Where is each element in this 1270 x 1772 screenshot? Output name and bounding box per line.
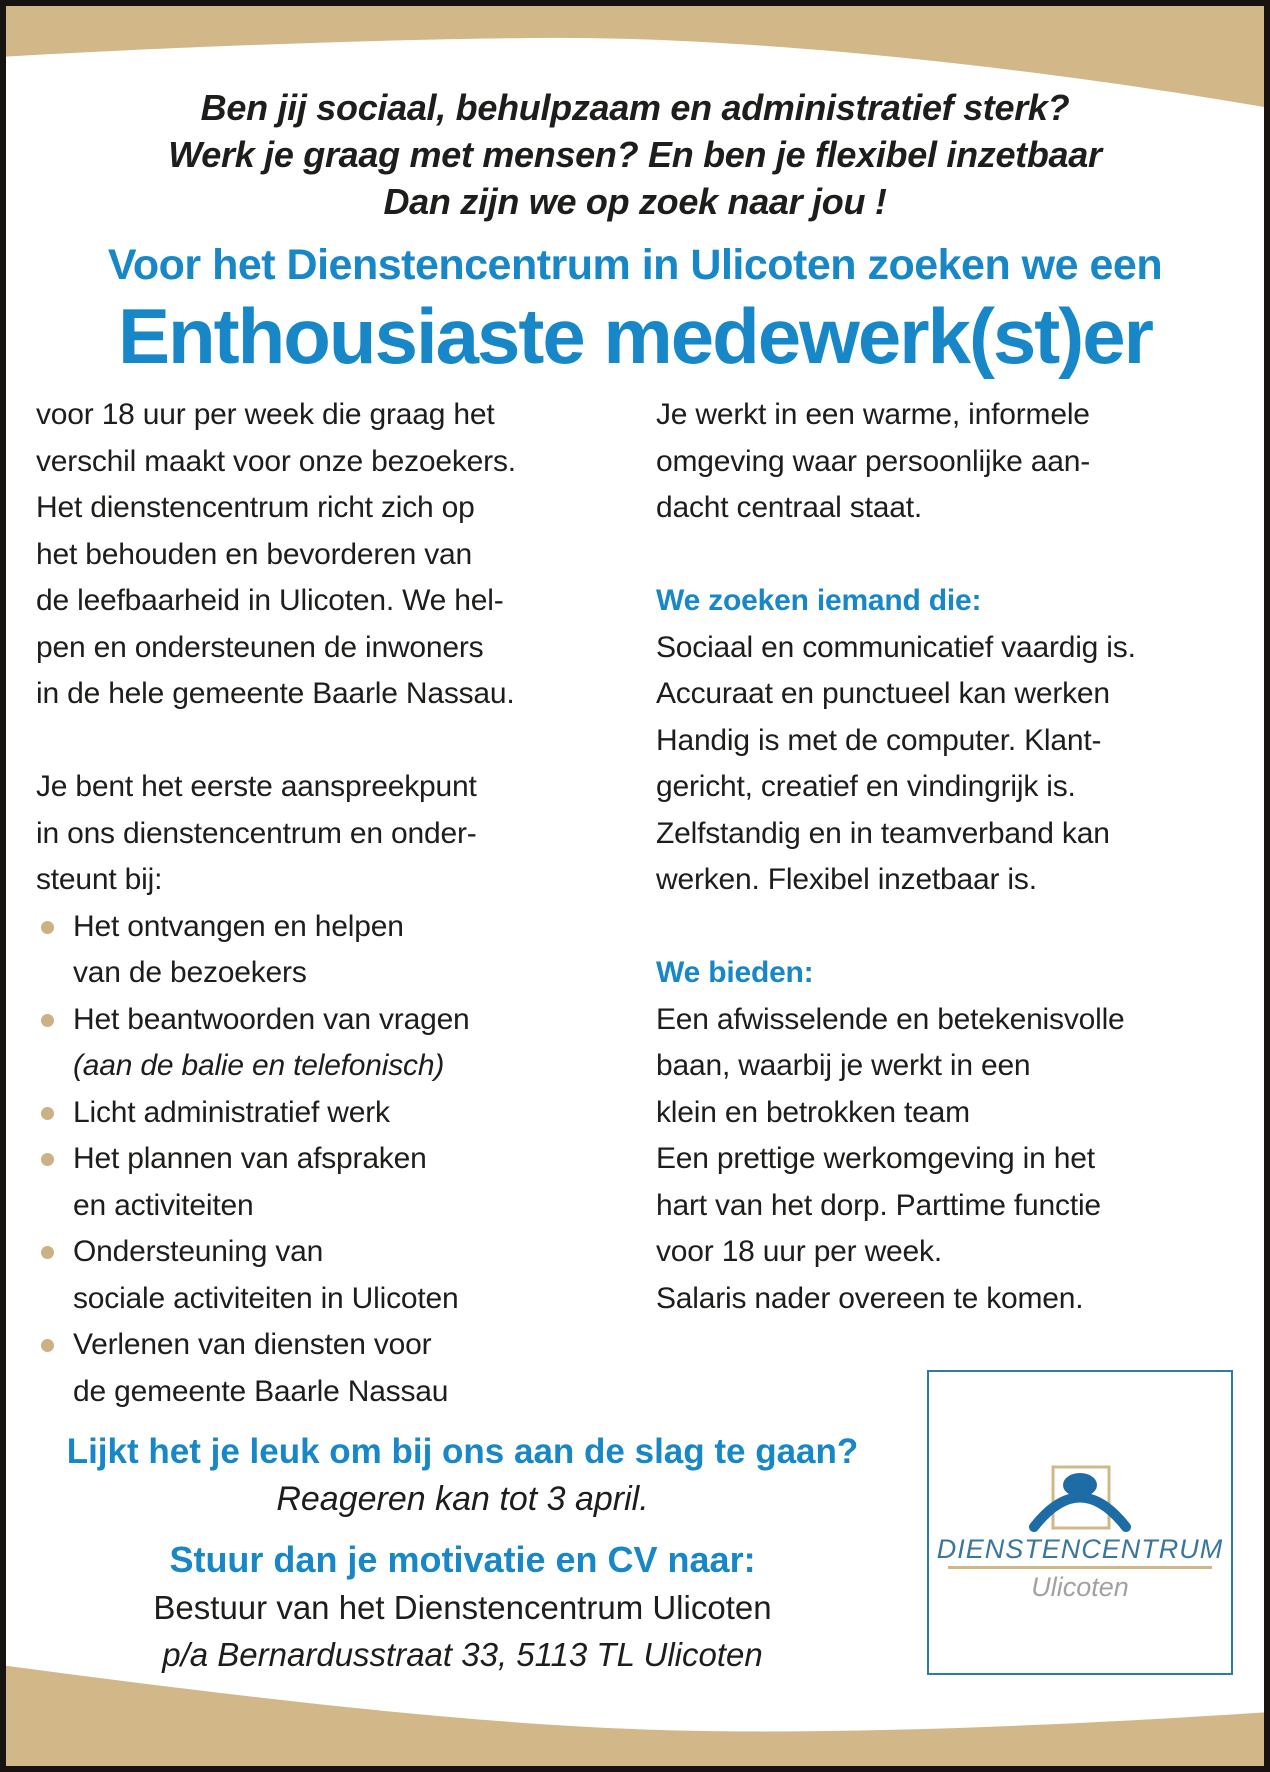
text-line: [36, 578, 626, 625]
text-line: [656, 671, 1231, 718]
text-line: [36, 718, 626, 765]
line-text: Accuraat en punctueel kan werken: [656, 677, 1110, 710]
text-line: [36, 1136, 626, 1183]
text-line: [656, 578, 1231, 625]
logo-underline: [948, 1566, 1212, 1569]
line-text: Het ontvangen en helpen: [73, 909, 404, 943]
text-line: [656, 950, 1231, 997]
line-text: Sociaal en communicatief vaardig is.: [656, 630, 1136, 664]
text-line: [36, 485, 626, 532]
text-line: [656, 392, 1231, 439]
text-line: [656, 1276, 1231, 1323]
text-line: [656, 857, 1231, 904]
bullet-dot: [41, 1014, 54, 1027]
text-line: [36, 857, 626, 904]
line-text: We zoeken iemand die:: [656, 584, 982, 617]
line-text: Verlenen van diensten voor: [73, 1328, 432, 1361]
line-text: verschil maakt voor onze bezoekers.: [36, 444, 516, 478]
bullet-dot: [41, 1153, 54, 1166]
text-line: [36, 625, 626, 672]
left-column: [36, 392, 626, 1415]
text-line: [36, 671, 626, 718]
application-call-to-action: [25, 1428, 900, 1678]
intro-line-1: Ben jij sociaal, behulpzaam en administratief sterk?: [200, 87, 1070, 128]
vacancy-subtitle: Voor het Dienstencentrum in Ulicoten zoeken we een: [107, 241, 1163, 289]
line-text: baan, waarbij je werkt in een: [656, 1049, 1031, 1082]
text-line: [36, 1276, 626, 1323]
bullet-dot: [41, 921, 54, 934]
line-text: Salaris nader overeen te komen.: [656, 1281, 1084, 1315]
text-line: [656, 532, 1231, 579]
logo-place: Ulicoten: [1031, 1572, 1129, 1602]
line-text: in ons dienstencentrum en onder-: [36, 816, 477, 850]
text-line: [656, 1183, 1231, 1230]
line-text: van de bezoekers: [73, 956, 307, 989]
text-line: [656, 997, 1231, 1044]
text-line: [656, 1043, 1231, 1090]
bullet-dot: [41, 1246, 54, 1259]
text-line: [656, 904, 1231, 951]
text-line: [656, 718, 1231, 765]
line-text: Ondersteuning van: [73, 1235, 324, 1268]
text-line: [36, 439, 626, 486]
text-line: [36, 1229, 626, 1276]
line-text: klein en betrokken team: [656, 1095, 970, 1129]
vacancy-title: Enthousiaste medewerk(st)er: [117, 292, 1152, 380]
dienstencentrum-logo: [927, 1370, 1233, 1675]
text-line: [656, 625, 1231, 672]
text-line: [36, 997, 626, 1044]
line-text: hart van het dorp. Parttime functie: [656, 1188, 1101, 1222]
text-line: [36, 1043, 626, 1090]
cta-organisation: Bestuur van het Dienstencentrum Ulicoten: [153, 1589, 772, 1626]
text-line: [656, 1136, 1231, 1183]
line-text: voor 18 uur per week.: [656, 1235, 942, 1268]
text-line: [656, 485, 1231, 532]
text-line: [656, 764, 1231, 811]
text-line: [36, 904, 626, 951]
line-text: (aan de balie en telefonisch): [73, 1049, 445, 1082]
line-text: Zelfstandig en in teamverband kan: [656, 816, 1110, 850]
line-text: voor 18 uur per week die graag het: [36, 398, 495, 431]
line-text: Het plannen van afspraken: [73, 1142, 427, 1175]
text-line: [36, 764, 626, 811]
line-text: Handig is met de computer. Klant-: [656, 723, 1102, 757]
text-line: [36, 950, 626, 997]
right-column: [656, 392, 1231, 1322]
cta-send-instruction: Stuur dan je motivatie en CV naar:: [169, 1539, 756, 1580]
line-text: Het beantwoorden van vragen: [73, 1002, 470, 1036]
line-text: Je werkt in een warme, informele: [656, 398, 1090, 431]
text-line: [36, 1369, 626, 1416]
line-text: Licht administratief werk: [73, 1095, 390, 1129]
bullet-dot: [41, 1339, 54, 1352]
line-text: steunt bij:: [36, 863, 163, 896]
line-text: werken. Flexibel inzetbaar is.: [656, 863, 1037, 896]
line-text: Je bent het eerste aanspreekpunt: [36, 770, 477, 803]
text-line: [656, 1229, 1231, 1276]
text-line: [36, 811, 626, 858]
text-line: [36, 1322, 626, 1369]
line-text: in de hele gemeente Baarle Nassau.: [36, 677, 515, 710]
text-line: [656, 1090, 1231, 1137]
text-line: [36, 1183, 626, 1230]
line-text: omgeving waar persoonlijke aan-: [656, 444, 1091, 478]
text-line: [656, 811, 1231, 858]
line-text: gericht, creatief en vindingrijk is.: [656, 770, 1076, 803]
person-icon: [1028, 1464, 1132, 1532]
line-text: We bieden:: [656, 956, 814, 989]
bullet-dot: [41, 1107, 54, 1120]
line-text: sociale activiteiten in Ulicoten: [73, 1281, 459, 1315]
intro-line-3: Dan zijn we op zoek naar jou !: [383, 181, 887, 222]
line-text: het behouden en bevorderen van: [36, 537, 473, 571]
line-text: Het dienstencentrum richt zich op: [36, 491, 475, 524]
text-line: [656, 439, 1231, 486]
line-text: Een afwisselende en betekenisvolle: [656, 1002, 1125, 1036]
line-text: dacht centraal staat.: [656, 491, 922, 524]
line-text: de gemeente Baarle Nassau: [73, 1374, 449, 1408]
intro-questions: [10, 84, 1260, 225]
text-line: [36, 532, 626, 579]
intro-line-2: Werk je graag met mensen? En ben je flexibel inzetbaar: [168, 134, 1102, 175]
logo-name: DIENSTENCENTRUM: [936, 1534, 1224, 1564]
cta-deadline: Reageren kan tot 3 april.: [276, 1480, 649, 1518]
line-text: Een prettige werkomgeving in het: [656, 1142, 1095, 1175]
line-text: en activiteiten: [73, 1188, 254, 1222]
cta-address: p/a Bernardusstraat 33, 5113 TL Ulicoten: [162, 1636, 763, 1673]
cta-question: Lijkt het je leuk om bij ons aan de slag te gaan?: [66, 1432, 859, 1471]
line-text: de leefbaarheid in Ulicoten. We hel-: [36, 584, 504, 617]
text-line: [36, 1090, 626, 1137]
text-line: [36, 392, 626, 439]
line-text: pen en ondersteunen de inwoners: [36, 630, 484, 664]
